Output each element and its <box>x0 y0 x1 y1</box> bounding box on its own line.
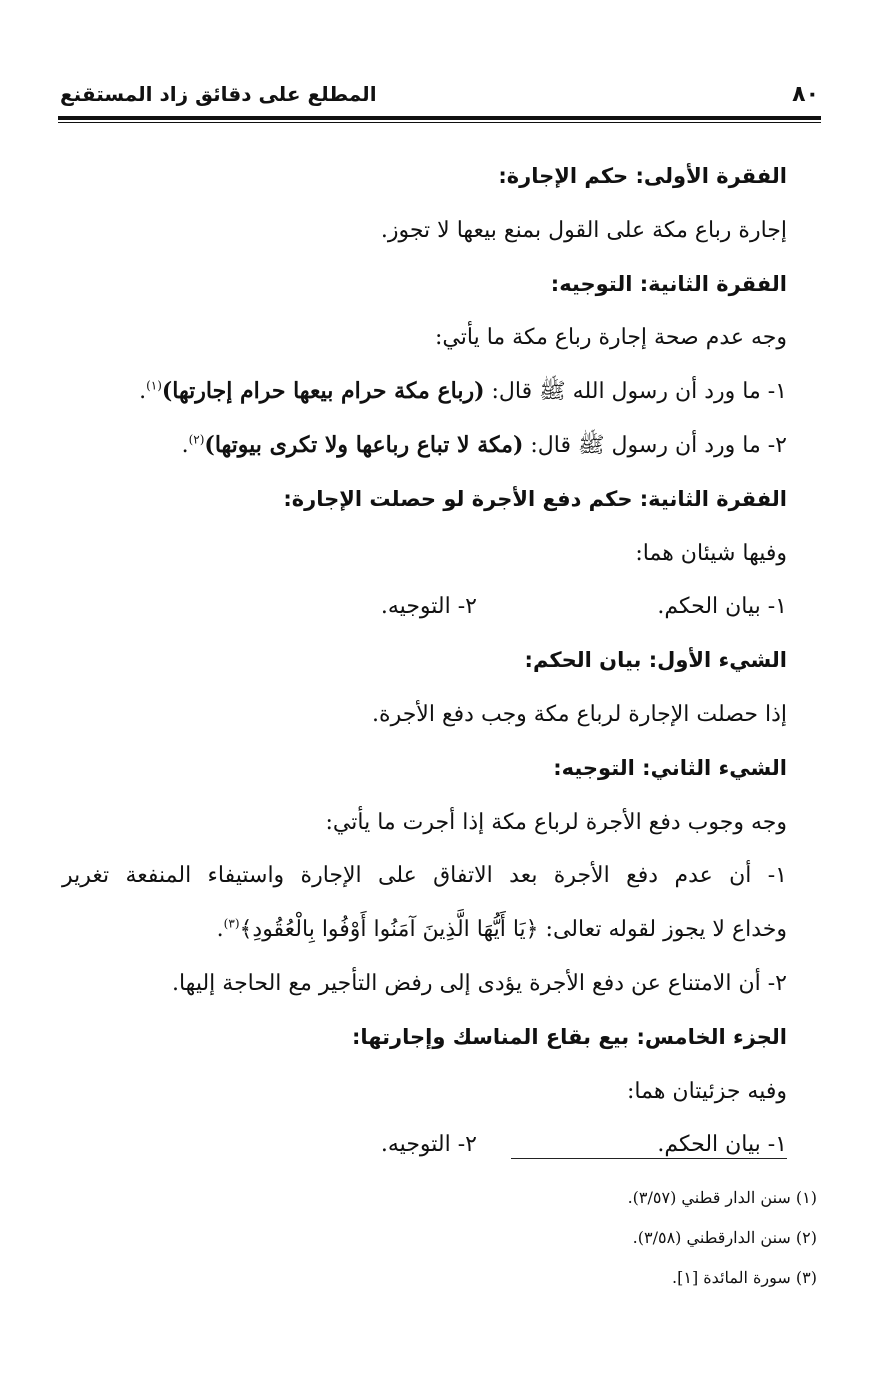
list-item <box>62 365 787 419</box>
two-column-list <box>62 1118 787 1172</box>
list-item: ١- أن عدم دفع الأجرة بعد الاتفاق على الإجارة واستيفاء المنفعة تغرير <box>62 863 787 889</box>
page-number: ٨٠ <box>792 82 819 107</box>
section-heading: الفقرة الثانية: حكم دفع الأجرة لو حصلت الإجارة: <box>283 486 787 511</box>
footnote: (٣) سورة المائدة [١]. <box>672 1268 817 1287</box>
footnote-ref: (٣) <box>223 916 240 931</box>
section-heading: الفقرة الأولى: حكم الإجارة: <box>498 164 787 188</box>
list-item: ٢- أن الامتناع عن دفع الأجرة يؤدى إلى رفض التأجير مع الحاجة إليها. <box>171 970 787 996</box>
hadith-quote: (رباع مكة حرام بيعها حرام إجارتها) <box>161 378 485 405</box>
punctuation: . <box>216 917 224 943</box>
header-rule <box>58 116 821 123</box>
footnote: (٢) سنن الدارقطني (٣/٥٨). <box>632 1228 817 1247</box>
header-rule-thin <box>58 122 821 123</box>
punctuation: . <box>181 432 189 458</box>
punctuation: . <box>139 379 147 405</box>
main-text <box>62 150 787 1172</box>
paragraph-text: وخداع لا يجوز لقوله تعالى: <box>538 917 787 943</box>
list-item: ١- بيان الحكم. <box>657 1132 787 1158</box>
page-header <box>60 78 819 118</box>
section-heading: الجزء الخامس: بيع بقاع المناسك وإجارتها: <box>351 1024 787 1049</box>
section-heading: الفقرة الثانية: التوجيه: <box>550 271 787 296</box>
section-heading: الشيء الأول: بيان الحكم: <box>524 648 787 673</box>
list-item-text: ٢- ما ورد أن رسول ﷺ قال: <box>523 432 787 458</box>
list-item: ٢- التوجيه. <box>380 1132 477 1158</box>
paragraph: وفيها شيئان هما: <box>635 540 787 566</box>
list-item <box>62 419 787 473</box>
paragraph-continuation <box>62 903 787 957</box>
footnotes <box>62 1178 817 1298</box>
paragraph: إذا حصلت الإجارة لرباع مكة وجب دفع الأجرة. <box>372 701 787 727</box>
list-item: ١- بيان الحكم. <box>657 594 787 620</box>
list-item: ٢- التوجيه. <box>380 594 477 620</box>
quran-verse: ﴿يَا أَيُّهَا الَّذِينَ آمَنُوا أَوْفُوا بِالْعُقُودِ﴾ <box>239 917 539 943</box>
list-item-text: ١- ما ورد أن رسول الله ﷺ قال: <box>484 379 787 405</box>
footnote: (١) سنن الدار قطني (٣/٥٧). <box>627 1188 817 1207</box>
footnote-ref: (١) <box>146 378 162 393</box>
paragraph: وفيه جزئيتان هما: <box>627 1078 787 1104</box>
two-column-list <box>62 580 787 634</box>
hadith-quote: (مكة لا تباع رباعها ولا تكرى بيوتها) <box>204 431 524 458</box>
running-title: المطلع على دقائق زاد المستقنع <box>60 82 377 106</box>
footnote-ref: (٢) <box>188 432 205 447</box>
section-heading: الشيء الثاني: التوجيه: <box>553 755 787 780</box>
paragraph: وجه وجوب دفع الأجرة لرباع مكة إذا أجرت ما يأتي: <box>325 809 787 835</box>
header-rule-thick <box>58 116 821 120</box>
paragraph: وجه عدم صحة إجارة رباع مكة ما يأتي: <box>435 325 787 351</box>
paragraph: إجارة رباع مكة على القول بمنع بيعها لا تجوز. <box>380 217 787 243</box>
footnote-separator <box>511 1158 787 1159</box>
